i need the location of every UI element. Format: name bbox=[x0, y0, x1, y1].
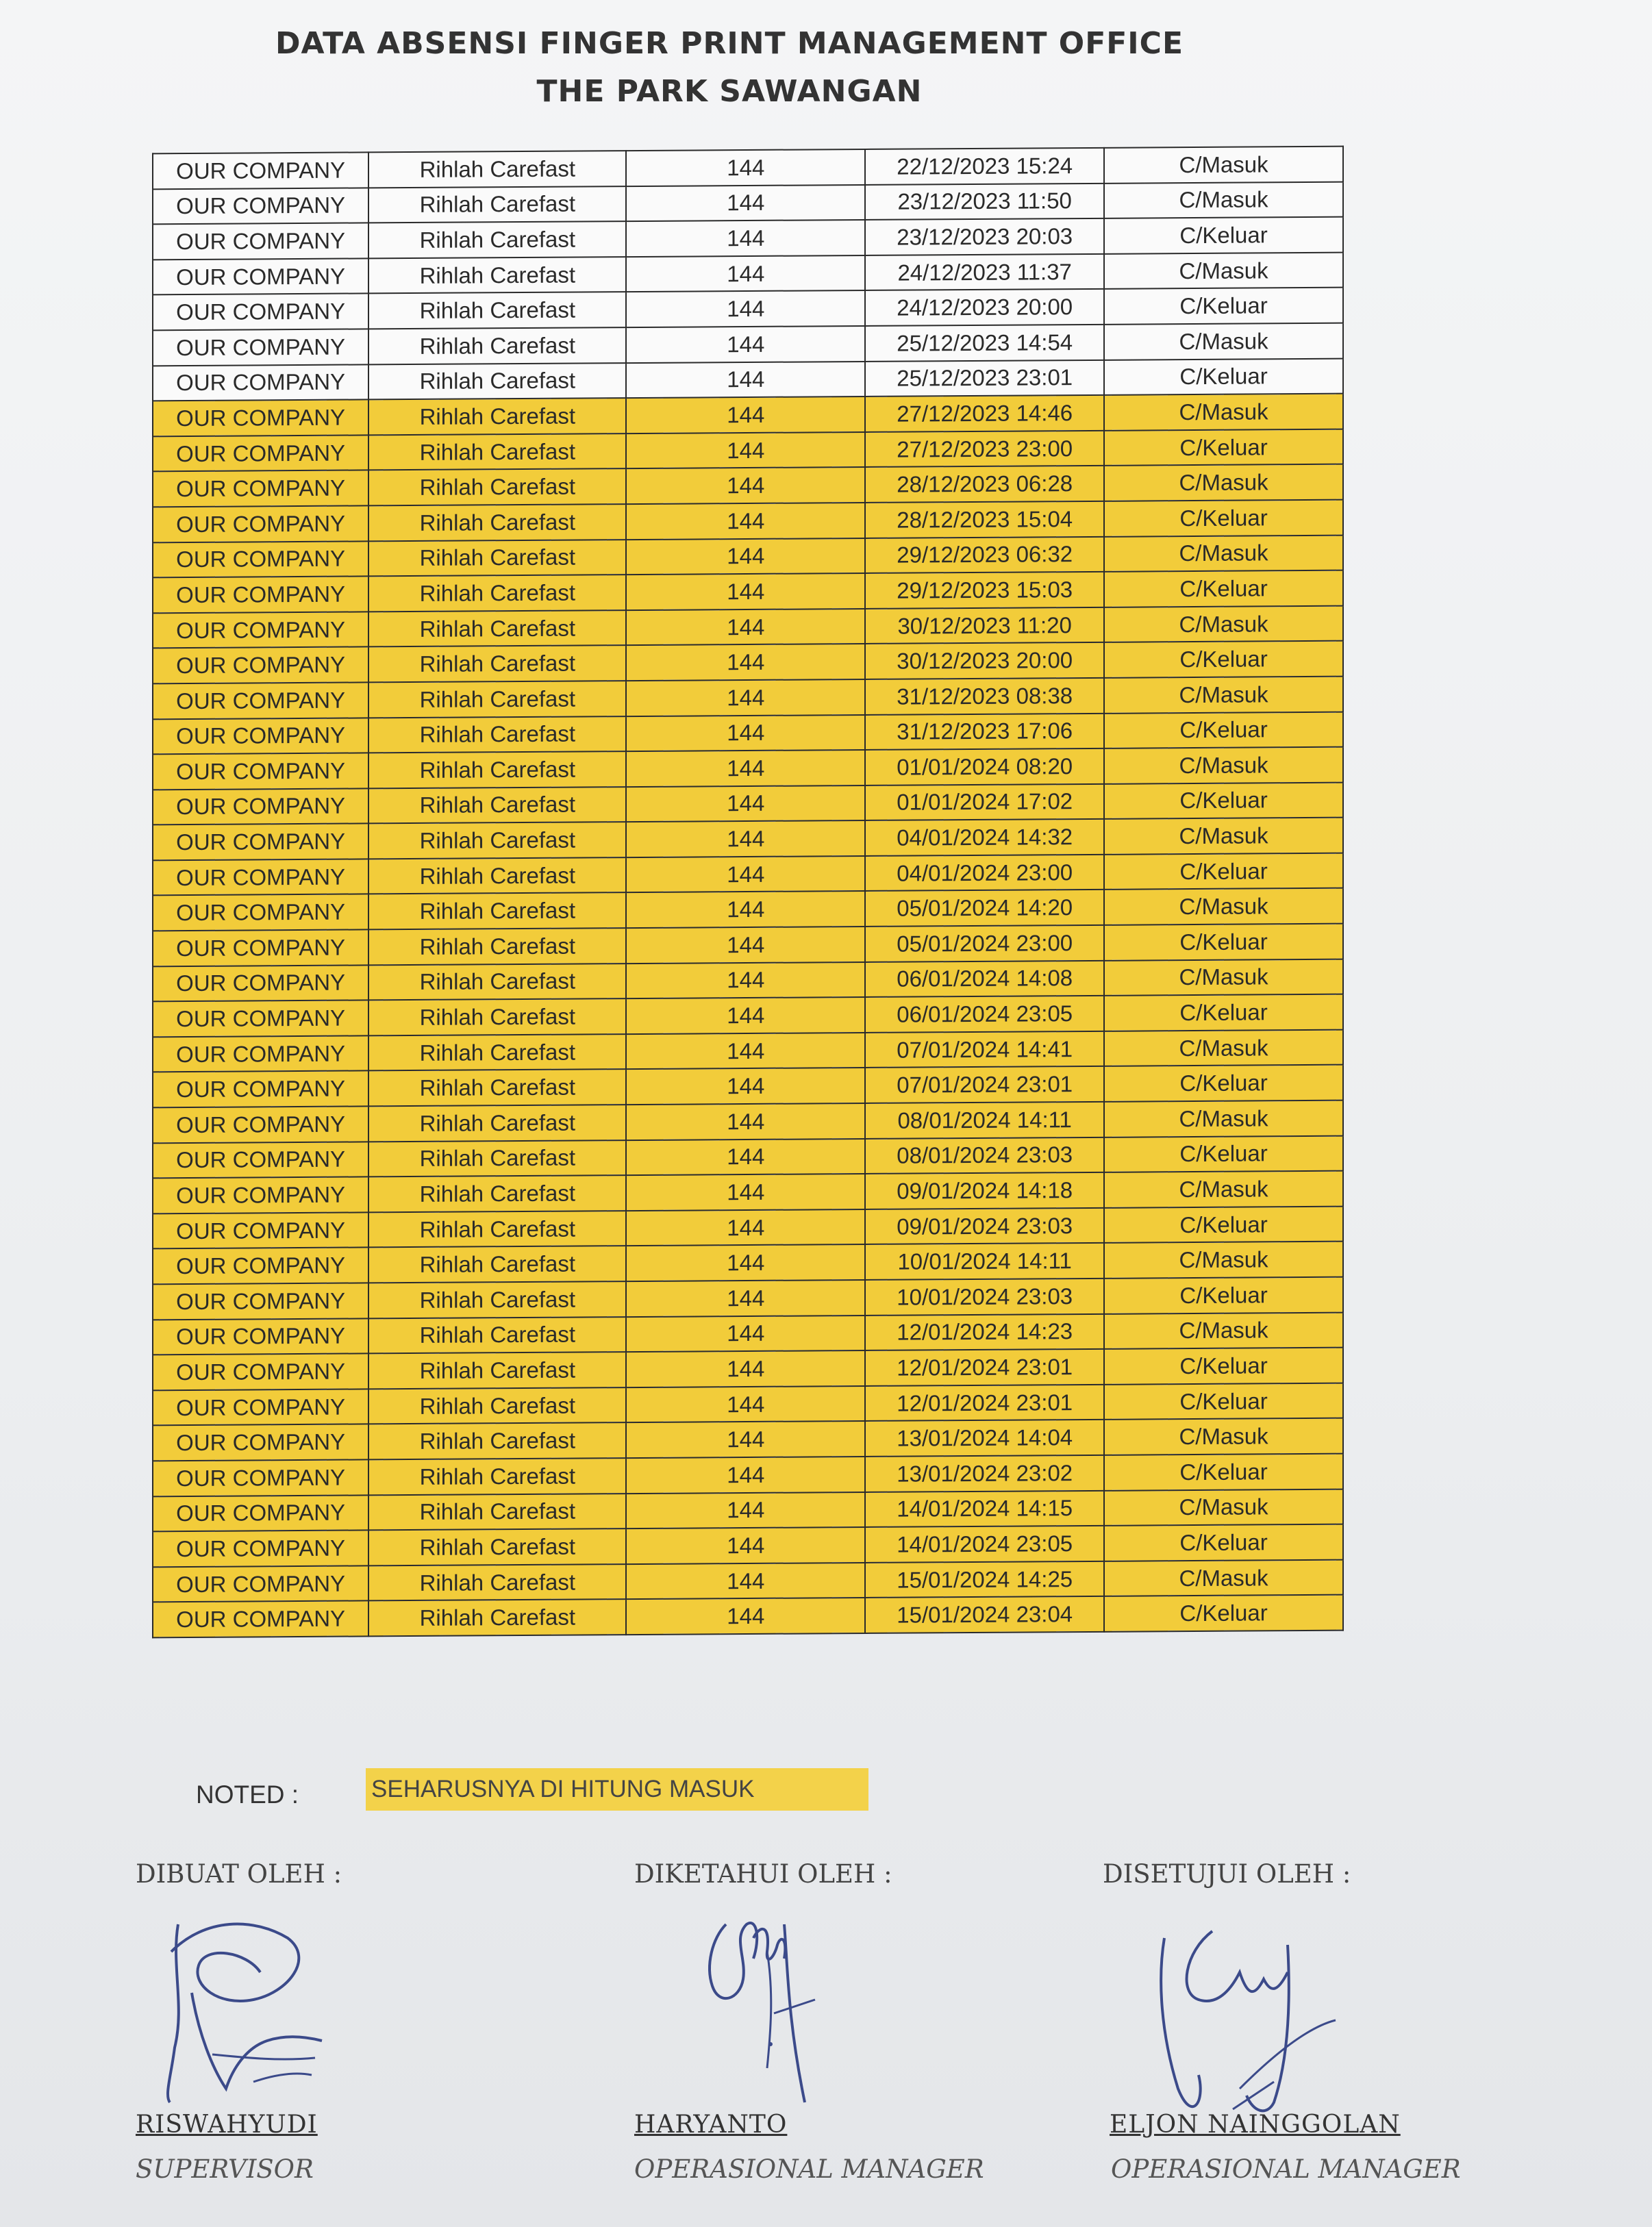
name-cell: Rihlah Carefast bbox=[368, 468, 626, 505]
status-cell: C/Masuk bbox=[1104, 147, 1343, 184]
document-title: DATA ABSENSI FINGER PRINT MANAGEMENT OFFICE bbox=[275, 26, 1184, 61]
status-cell: C/Masuk bbox=[1104, 535, 1343, 572]
status-cell: C/Masuk bbox=[1104, 959, 1343, 996]
name-cell: Rihlah Carefast bbox=[368, 1317, 626, 1354]
datetime-cell: 22/12/2023 15:24 bbox=[865, 148, 1104, 185]
status-cell: C/Keluar bbox=[1104, 1277, 1343, 1314]
name-cell: Rihlah Carefast bbox=[368, 1105, 626, 1142]
company-cell: OUR COMPANY bbox=[153, 1354, 368, 1391]
datetime-cell: 05/01/2024 23:00 bbox=[865, 925, 1104, 962]
signature-haryanto bbox=[685, 1897, 836, 2116]
status-cell: C/Masuk bbox=[1104, 1418, 1343, 1455]
company-cell: OUR COMPANY bbox=[153, 894, 368, 931]
name-cell: Rihlah Carefast bbox=[368, 1246, 626, 1283]
company-cell: OUR COMPANY bbox=[153, 824, 368, 861]
name-cell: Rihlah Carefast bbox=[368, 257, 626, 294]
id-cell: 144 bbox=[626, 1492, 865, 1529]
name-cell: Rihlah Carefast bbox=[368, 928, 626, 965]
id-cell: 144 bbox=[626, 1174, 865, 1211]
id-cell: 144 bbox=[626, 149, 865, 186]
id-cell: 144 bbox=[626, 785, 865, 822]
company-cell: OUR COMPANY bbox=[153, 505, 368, 542]
name-cell: Rihlah Carefast bbox=[368, 151, 626, 188]
id-cell: 144 bbox=[626, 1068, 865, 1105]
status-cell: C/Keluar bbox=[1104, 500, 1343, 537]
datetime-cell: 07/01/2024 14:41 bbox=[865, 1031, 1104, 1068]
name-cell: Rihlah Carefast bbox=[368, 998, 626, 1035]
company-cell: OUR COMPANY bbox=[153, 435, 368, 472]
company-cell: OUR COMPANY bbox=[153, 788, 368, 825]
status-cell: C/Keluar bbox=[1104, 994, 1343, 1031]
company-cell: OUR COMPANY bbox=[153, 612, 368, 649]
company-cell: OUR COMPANY bbox=[153, 1177, 368, 1214]
id-cell: 144 bbox=[626, 290, 865, 327]
name-cell: Rihlah Carefast bbox=[368, 681, 626, 718]
status-cell: C/Masuk bbox=[1104, 323, 1343, 360]
name-cell: Rihlah Carefast bbox=[368, 398, 626, 435]
name-cell: Rihlah Carefast bbox=[368, 610, 626, 647]
signatory-name-approved: ELJON NAINGGOLAN bbox=[1110, 2111, 1401, 2139]
table-row bbox=[153, 1595, 1343, 1637]
name-cell: Rihlah Carefast bbox=[368, 186, 626, 223]
name-cell: Rihlah Carefast bbox=[368, 1070, 626, 1107]
id-cell: 144 bbox=[626, 1598, 865, 1635]
name-cell: Rihlah Carefast bbox=[368, 1281, 626, 1318]
status-cell: C/Masuk bbox=[1104, 605, 1343, 642]
datetime-cell: 29/12/2023 06:32 bbox=[865, 536, 1104, 573]
datetime-cell: 13/01/2024 23:02 bbox=[865, 1455, 1104, 1492]
name-cell: Rihlah Carefast bbox=[368, 1140, 626, 1177]
datetime-cell: 08/01/2024 23:03 bbox=[865, 1137, 1104, 1174]
id-cell: 144 bbox=[626, 1563, 865, 1600]
signature-heading-approved: DISETUJUI OLEH : bbox=[1103, 1859, 1351, 1889]
id-cell: 144 bbox=[626, 1350, 865, 1387]
status-cell: C/Masuk bbox=[1104, 818, 1343, 855]
status-cell: C/Keluar bbox=[1104, 570, 1343, 607]
status-cell: C/Keluar bbox=[1104, 1348, 1343, 1385]
id-cell: 144 bbox=[626, 1139, 865, 1176]
status-cell: C/Keluar bbox=[1104, 1524, 1343, 1561]
datetime-cell: 04/01/2024 14:32 bbox=[865, 819, 1104, 856]
signatory-name-prepared: RISWAHYUDI bbox=[136, 2111, 318, 2139]
datetime-cell: 08/01/2024 14:11 bbox=[865, 1102, 1104, 1139]
status-cell: C/Masuk bbox=[1104, 747, 1343, 784]
id-cell: 144 bbox=[626, 644, 865, 681]
company-cell: OUR COMPANY bbox=[153, 1142, 368, 1179]
name-cell: Rihlah Carefast bbox=[368, 1599, 626, 1636]
company-cell: OUR COMPANY bbox=[153, 1001, 368, 1037]
company-cell: OUR COMPANY bbox=[153, 577, 368, 614]
id-cell: 144 bbox=[626, 679, 865, 716]
datetime-cell: 29/12/2023 15:03 bbox=[865, 572, 1104, 609]
datetime-cell: 30/12/2023 11:20 bbox=[865, 607, 1104, 644]
id-cell: 144 bbox=[626, 1316, 865, 1352]
company-cell: OUR COMPANY bbox=[153, 1035, 368, 1072]
status-cell: C/Keluar bbox=[1104, 429, 1343, 466]
id-cell: 144 bbox=[626, 255, 865, 292]
name-cell: Rihlah Carefast bbox=[368, 1422, 626, 1459]
id-cell: 144 bbox=[626, 1457, 865, 1494]
status-cell: C/Keluar bbox=[1104, 641, 1343, 678]
company-cell: OUR COMPANY bbox=[153, 929, 368, 966]
id-cell: 144 bbox=[626, 891, 865, 928]
id-cell: 144 bbox=[626, 503, 865, 540]
id-cell: 144 bbox=[626, 326, 865, 363]
status-cell: C/Keluar bbox=[1104, 712, 1343, 748]
name-cell: Rihlah Carefast bbox=[368, 504, 626, 541]
company-cell: OUR COMPANY bbox=[153, 1106, 368, 1143]
company-cell: OUR COMPANY bbox=[153, 965, 368, 1002]
datetime-cell: 25/12/2023 23:01 bbox=[865, 360, 1104, 397]
datetime-cell: 30/12/2023 20:00 bbox=[865, 642, 1104, 679]
id-cell: 144 bbox=[626, 1386, 865, 1423]
name-cell: Rihlah Carefast bbox=[368, 1528, 626, 1565]
signature-heading-prepared: DIBUAT OLEH : bbox=[136, 1859, 342, 1889]
name-cell: Rihlah Carefast bbox=[368, 893, 626, 930]
name-cell: Rihlah Carefast bbox=[368, 857, 626, 894]
name-cell: Rihlah Carefast bbox=[368, 221, 626, 258]
company-cell: OUR COMPANY bbox=[153, 718, 368, 755]
id-cell: 144 bbox=[626, 856, 865, 893]
status-cell: C/Keluar bbox=[1104, 1383, 1343, 1420]
attendance-table bbox=[152, 146, 1344, 1639]
company-cell: OUR COMPANY bbox=[153, 1601, 368, 1638]
datetime-cell: 01/01/2024 08:20 bbox=[865, 748, 1104, 785]
status-cell: C/Masuk bbox=[1104, 252, 1343, 289]
datetime-cell: 01/01/2024 17:02 bbox=[865, 784, 1104, 821]
datetime-cell: 06/01/2024 14:08 bbox=[865, 960, 1104, 997]
company-cell: OUR COMPANY bbox=[153, 1495, 368, 1532]
datetime-cell: 09/01/2024 23:03 bbox=[865, 1208, 1104, 1245]
id-cell: 144 bbox=[626, 1033, 865, 1070]
id-cell: 144 bbox=[626, 467, 865, 504]
company-cell: OUR COMPANY bbox=[153, 223, 368, 260]
id-cell: 144 bbox=[626, 609, 865, 646]
status-cell: C/Masuk bbox=[1104, 181, 1343, 218]
status-cell: C/Keluar bbox=[1104, 1207, 1343, 1244]
status-cell: C/Masuk bbox=[1104, 394, 1343, 431]
document-subtitle: THE PARK SAWANGAN bbox=[536, 74, 923, 109]
name-cell: Rihlah Carefast bbox=[368, 645, 626, 682]
datetime-cell: 27/12/2023 23:00 bbox=[865, 431, 1104, 468]
company-cell: OUR COMPANY bbox=[153, 682, 368, 719]
signatory-role-prepared: SUPERVISOR bbox=[136, 2154, 314, 2184]
signature-riswahyudi bbox=[151, 1911, 336, 2116]
company-cell: OUR COMPANY bbox=[153, 1283, 368, 1320]
id-cell: 144 bbox=[626, 185, 865, 222]
datetime-cell: 12/01/2024 23:01 bbox=[865, 1349, 1104, 1386]
datetime-cell: 23/12/2023 20:03 bbox=[865, 218, 1104, 255]
company-cell: OUR COMPANY bbox=[153, 258, 368, 295]
name-cell: Rihlah Carefast bbox=[368, 964, 626, 1001]
note-value: SEHARUSNYA DI HITUNG MASUK bbox=[366, 1768, 868, 1811]
signatory-role-approved: OPERASIONAL MANAGER bbox=[1111, 2154, 1461, 2184]
name-cell: Rihlah Carefast bbox=[368, 327, 626, 364]
datetime-cell: 09/01/2024 14:18 bbox=[865, 1172, 1104, 1209]
name-cell: Rihlah Carefast bbox=[368, 540, 626, 577]
status-cell: C/Keluar bbox=[1104, 1454, 1343, 1491]
status-cell: C/Keluar bbox=[1104, 853, 1343, 890]
datetime-cell: 15/01/2024 23:04 bbox=[865, 1596, 1104, 1633]
company-cell: OUR COMPANY bbox=[153, 647, 368, 684]
status-cell: C/Masuk bbox=[1104, 1100, 1343, 1137]
signature-heading-acknowledged: DIKETAHUI OLEH : bbox=[634, 1859, 892, 1889]
company-cell: OUR COMPANY bbox=[153, 294, 368, 331]
status-cell: C/Keluar bbox=[1104, 1065, 1343, 1102]
company-cell: OUR COMPANY bbox=[153, 753, 368, 790]
company-cell: OUR COMPANY bbox=[153, 1248, 368, 1285]
datetime-cell: 14/01/2024 14:15 bbox=[865, 1490, 1104, 1527]
name-cell: Rihlah Carefast bbox=[368, 716, 626, 753]
id-cell: 144 bbox=[626, 1209, 865, 1246]
id-cell: 144 bbox=[626, 397, 865, 433]
name-cell: Rihlah Carefast bbox=[368, 1175, 626, 1212]
name-cell: Rihlah Carefast bbox=[368, 1352, 626, 1389]
datetime-cell: 25/12/2023 14:54 bbox=[865, 325, 1104, 362]
id-cell: 144 bbox=[626, 997, 865, 1034]
datetime-cell: 23/12/2023 11:50 bbox=[865, 183, 1104, 220]
status-cell: C/Keluar bbox=[1104, 288, 1343, 325]
company-cell: OUR COMPANY bbox=[153, 1071, 368, 1108]
company-cell: OUR COMPANY bbox=[153, 188, 368, 225]
name-cell: Rihlah Carefast bbox=[368, 787, 626, 824]
id-cell: 144 bbox=[626, 962, 865, 999]
status-cell: C/Masuk bbox=[1104, 464, 1343, 501]
id-cell: 144 bbox=[626, 362, 865, 399]
id-cell: 144 bbox=[626, 432, 865, 469]
status-cell: C/Keluar bbox=[1104, 217, 1343, 254]
datetime-cell: 10/01/2024 23:03 bbox=[865, 1279, 1104, 1316]
note-label: NOTED : bbox=[196, 1781, 299, 1809]
signatory-role-acknowledged: OPERASIONAL MANAGER bbox=[634, 2154, 984, 2184]
status-cell: C/Keluar bbox=[1104, 782, 1343, 819]
datetime-cell: 31/12/2023 17:06 bbox=[865, 713, 1104, 750]
name-cell: Rihlah Carefast bbox=[368, 292, 626, 329]
name-cell: Rihlah Carefast bbox=[368, 1458, 626, 1495]
datetime-cell: 10/01/2024 14:11 bbox=[865, 1243, 1104, 1280]
id-cell: 144 bbox=[626, 1527, 865, 1564]
company-cell: OUR COMPANY bbox=[153, 859, 368, 896]
status-cell: C/Masuk bbox=[1104, 1489, 1343, 1526]
name-cell: Rihlah Carefast bbox=[368, 1387, 626, 1424]
id-cell: 144 bbox=[626, 1421, 865, 1458]
datetime-cell: 06/01/2024 23:05 bbox=[865, 996, 1104, 1033]
attendance-table-body bbox=[153, 147, 1343, 1638]
id-cell: 144 bbox=[626, 714, 865, 751]
status-cell: C/Masuk bbox=[1104, 888, 1343, 925]
id-cell: 144 bbox=[626, 1244, 865, 1281]
company-cell: OUR COMPANY bbox=[153, 1389, 368, 1426]
datetime-cell: 07/01/2024 23:01 bbox=[865, 1066, 1104, 1103]
company-cell: OUR COMPANY bbox=[153, 1459, 368, 1496]
datetime-cell: 28/12/2023 06:28 bbox=[865, 466, 1104, 503]
company-cell: OUR COMPANY bbox=[153, 1318, 368, 1355]
status-cell: C/Masuk bbox=[1104, 1312, 1343, 1349]
status-cell: C/Keluar bbox=[1104, 1595, 1343, 1632]
status-cell: C/Masuk bbox=[1104, 1171, 1343, 1208]
name-cell: Rihlah Carefast bbox=[368, 575, 626, 612]
company-cell: OUR COMPANY bbox=[153, 1212, 368, 1249]
id-cell: 144 bbox=[626, 1280, 865, 1317]
name-cell: Rihlah Carefast bbox=[368, 433, 626, 470]
status-cell: C/Masuk bbox=[1104, 1242, 1343, 1279]
status-cell: C/Keluar bbox=[1104, 358, 1343, 395]
id-cell: 144 bbox=[626, 927, 865, 964]
name-cell: Rihlah Carefast bbox=[368, 1211, 626, 1248]
datetime-cell: 24/12/2023 20:00 bbox=[865, 289, 1104, 326]
id-cell: 144 bbox=[626, 750, 865, 787]
name-cell: Rihlah Carefast bbox=[368, 1034, 626, 1071]
status-cell: C/Keluar bbox=[1104, 1135, 1343, 1172]
signature-eljon-nainggolan bbox=[1151, 1924, 1356, 2123]
datetime-cell: 31/12/2023 08:38 bbox=[865, 678, 1104, 715]
signatory-name-acknowledged: HARYANTO bbox=[634, 2111, 788, 2139]
id-cell: 144 bbox=[626, 573, 865, 610]
status-cell: C/Masuk bbox=[1104, 1030, 1343, 1067]
status-cell: C/Masuk bbox=[1104, 1559, 1343, 1596]
company-cell: OUR COMPANY bbox=[153, 329, 368, 366]
datetime-cell: 15/01/2024 14:25 bbox=[865, 1561, 1104, 1598]
company-cell: OUR COMPANY bbox=[153, 1424, 368, 1461]
datetime-cell: 27/12/2023 14:46 bbox=[865, 395, 1104, 432]
company-cell: OUR COMPANY bbox=[153, 364, 368, 401]
company-cell: OUR COMPANY bbox=[153, 152, 368, 189]
name-cell: Rihlah Carefast bbox=[368, 1494, 626, 1531]
name-cell: Rihlah Carefast bbox=[368, 822, 626, 859]
datetime-cell: 04/01/2024 23:00 bbox=[865, 855, 1104, 892]
id-cell: 144 bbox=[626, 820, 865, 857]
status-cell: C/Keluar bbox=[1104, 924, 1343, 961]
datetime-cell: 05/01/2024 14:20 bbox=[865, 890, 1104, 927]
datetime-cell: 12/01/2024 14:23 bbox=[865, 1313, 1104, 1350]
company-cell: OUR COMPANY bbox=[153, 470, 368, 507]
company-cell: OUR COMPANY bbox=[153, 1531, 368, 1568]
company-cell: OUR COMPANY bbox=[153, 1565, 368, 1602]
name-cell: Rihlah Carefast bbox=[368, 363, 626, 400]
datetime-cell: 28/12/2023 15:04 bbox=[865, 501, 1104, 538]
company-cell: OUR COMPANY bbox=[153, 400, 368, 437]
datetime-cell: 13/01/2024 14:04 bbox=[865, 1420, 1104, 1457]
id-cell: 144 bbox=[626, 538, 865, 575]
datetime-cell: 14/01/2024 23:05 bbox=[865, 1526, 1104, 1563]
datetime-cell: 12/01/2024 23:01 bbox=[865, 1385, 1104, 1422]
id-cell: 144 bbox=[626, 220, 865, 257]
name-cell: Rihlah Carefast bbox=[368, 751, 626, 788]
id-cell: 144 bbox=[626, 1103, 865, 1140]
company-cell: OUR COMPANY bbox=[153, 541, 368, 578]
datetime-cell: 24/12/2023 11:37 bbox=[865, 254, 1104, 291]
status-cell: C/Masuk bbox=[1104, 677, 1343, 714]
name-cell: Rihlah Carefast bbox=[368, 1564, 626, 1601]
